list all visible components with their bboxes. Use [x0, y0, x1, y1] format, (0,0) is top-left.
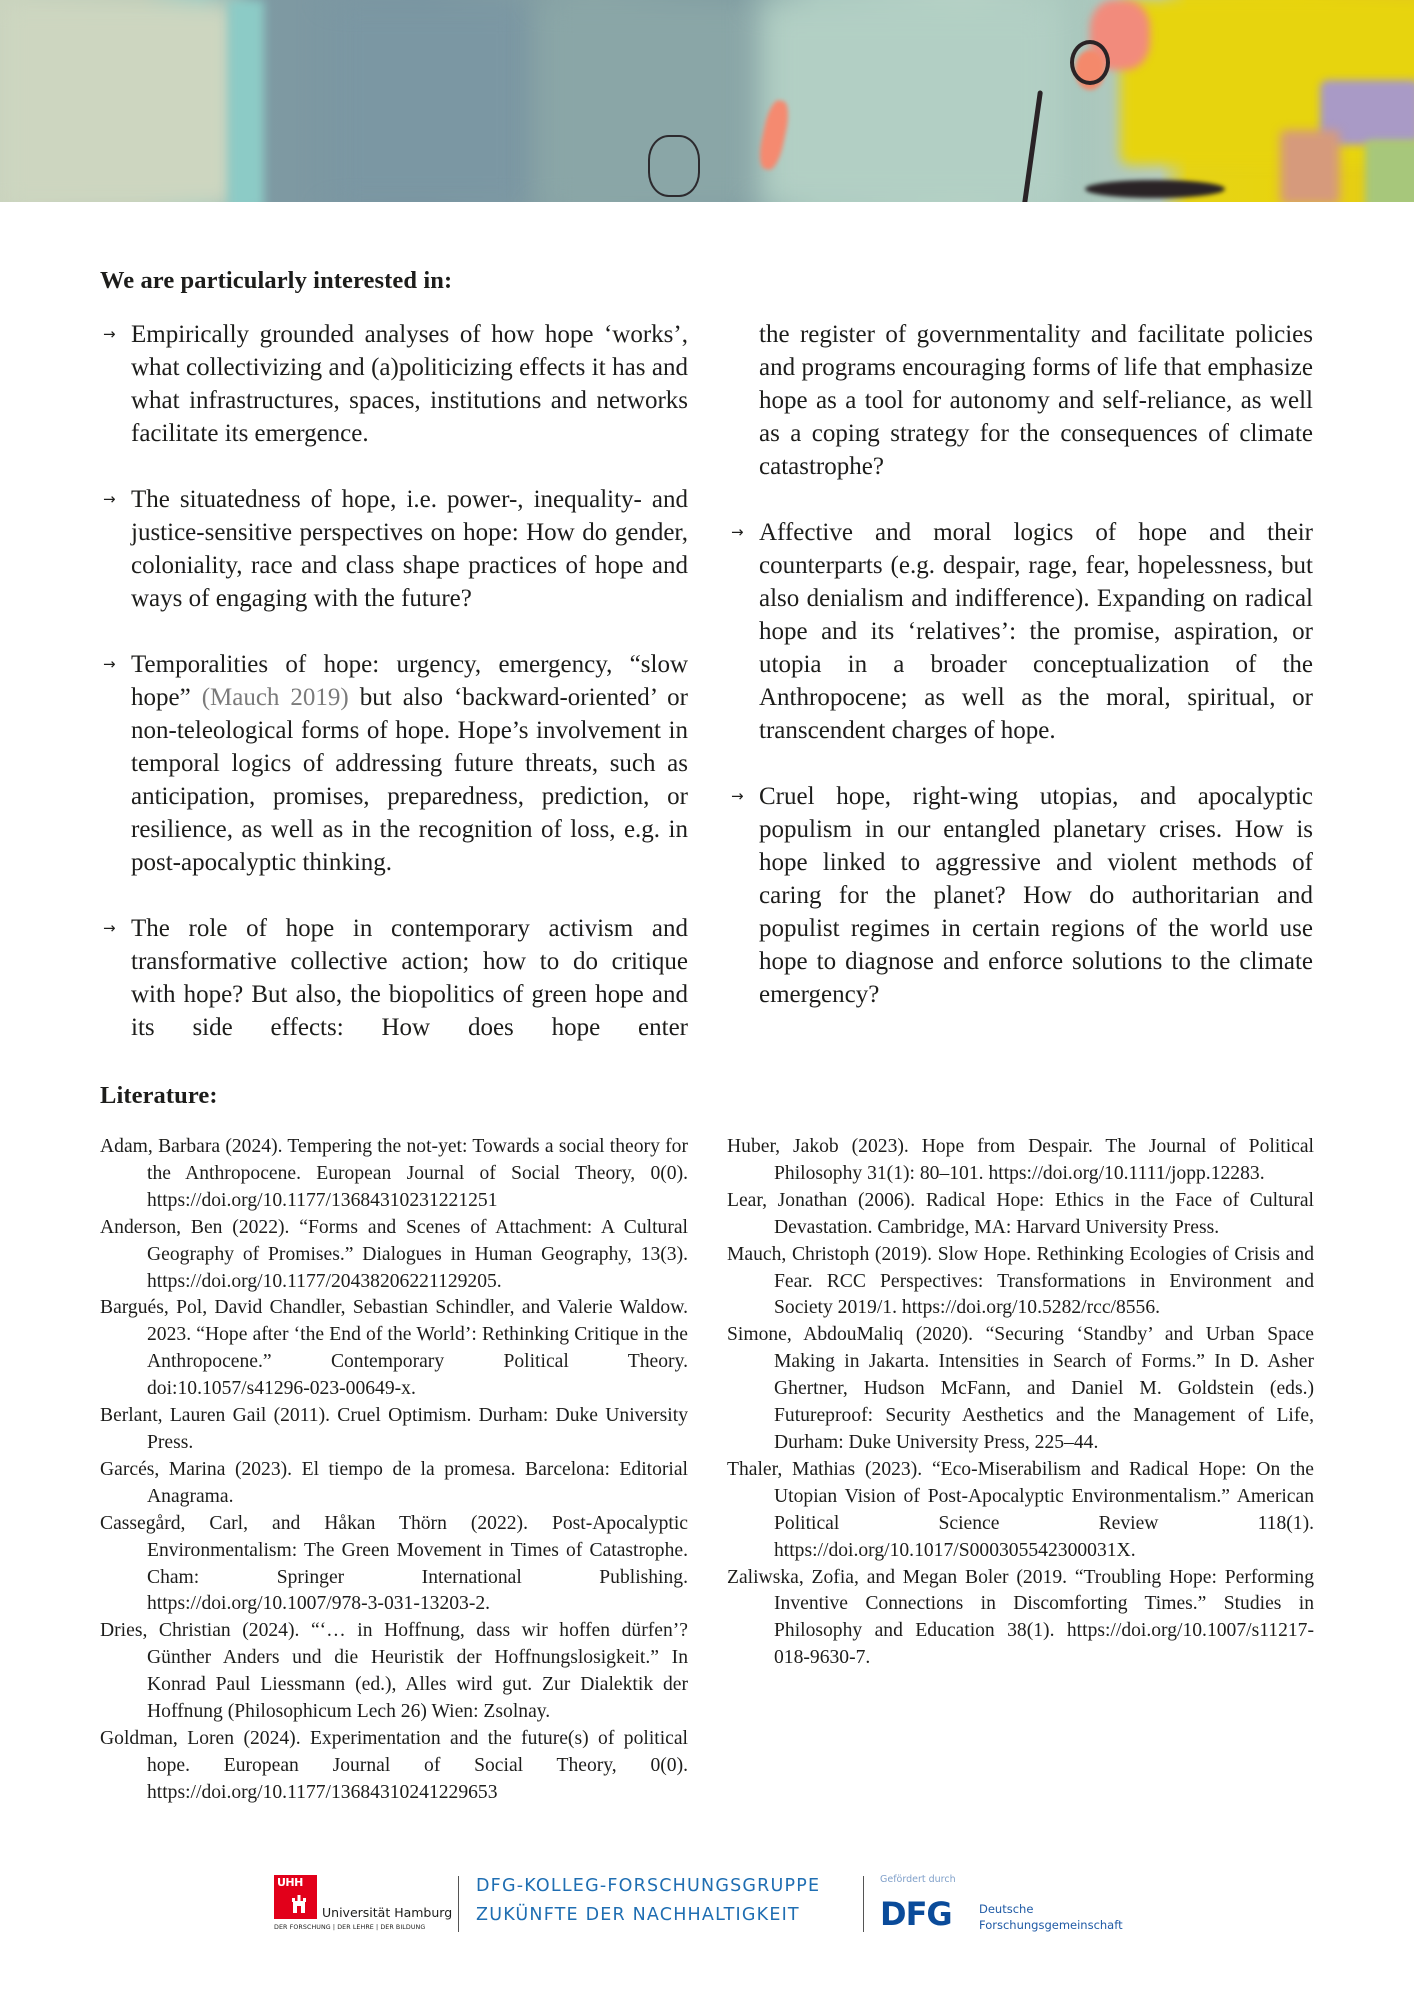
divider: [458, 1876, 459, 1932]
uhh-motto: DER FORSCHUNG | DER LEHRE | DER BILDUNG: [274, 1924, 426, 1931]
kolleg-line-2: ZUKÜNFTE DER NACHHALTIGKEIT: [476, 1905, 800, 1925]
arrow-right-icon: →: [103, 655, 116, 673]
reference-item: Anderson, Ben (2022). “Forms and Scenes of Attachment: A Cultural Geography of Promises.” Dialogues in Human Geography, 13(3). https://doi.org/10.1177/20438206221129205.: [100, 1216, 688, 1292]
reference-item: Goldman, Loren (2024). Experimentation and the future(s) of political hope. European Journal of Social Theory, 0(0). https://doi.org/10.1177/13684310241229653: [100, 1727, 688, 1803]
uhh-name: Universität Hamburg: [322, 1905, 453, 1920]
header-painting: [0, 0, 1414, 202]
interests-column-right: [729, 318, 1313, 1044]
interests-column-left: [101, 318, 688, 1077]
interests-heading: We are particularly interested in:: [100, 267, 453, 294]
citation-link[interactable]: (Mauch 2019): [201, 684, 349, 711]
reference-item: Bargués, Pol, David Chandler, Sebastian Schindler, and Valerie Waldow. 2023. “Hope after ‘the End of the World’: Rethinking Critique in the Anthropocene.” Contemporary Political Theory. doi:10.1057/s41296-023-00649-x.: [100, 1297, 688, 1400]
interest-bullet-continuation: the register of governmentality and facilitate policies and programs encouraging forms of life that emphasize hope as a tool for autonomy and self-reliance, as well as a coping strategy for the consequences of climate catastrophe?: [759, 321, 1313, 480]
arrow-right-icon: →: [103, 490, 116, 508]
reference-item: Zaliwska, Zofia, and Megan Boler (2019. “Troubling Hope: Performing Inventive Connections in Discomforting Times.” Studies in Philosophy and Education 38(1). https://doi.org/10.1007/s11217-018-9630-7.: [727, 1566, 1314, 1669]
reference-item: Dries, Christian (2024). “‘… in Hoffnung, dass wir hoffen dürfen’? Günther Anders und die Heuristik der Hoffnungslosigkeit.” In Konrad Paul Liessmann (ed.), Alles wird gut. Zur Dialektik der Hoffnung (Philosophicum Lech 26) Wien: Zsolnay.: [100, 1620, 688, 1723]
arrow-right-icon: →: [731, 787, 744, 805]
reference-item: Mauch, Christoph (2019). Slow Hope. Rethinking Ecologies of Crisis and Fear. RCC Perspectives: Transformations in Environment and Society 2019/1. https://doi.org/10.5282/rcc/8556.: [727, 1243, 1314, 1319]
reference-item: Thaler, Mathias (2023). “Eco-Miserabilism and Radical Hope: On the Utopian Vision of Post-Apocalyptic Environmentalism.” American Political Science Review 118(1). https://doi.org/10.1017/S000305542300031X.: [727, 1458, 1314, 1561]
interest-bullet: → Empirically grounded analyses of how hope ‘works’, what collectivizing and (a)politicizing effects it has and what infrastructures, spaces, institutions and networks facilitate its emergence.: [101, 318, 688, 450]
reference-item: Huber, Jakob (2023). Hope from Despair. The Journal of Political Philosophy 31(1): 80–101. https://doi.org/10.1111/jopp.12283.: [727, 1136, 1314, 1184]
castle-icon: [292, 1895, 306, 1913]
arrow-right-icon: →: [103, 919, 116, 937]
reference-item: Simone, AbdouMaliq (2020). “Securing ‘Standby’ and Urban Space Making in Jakarta. Intensities in Search of Forms.” In D. Asher Ghertner, Hudson McFann, and Daniel M. Goldstein (eds.) Futureproof: Security Aesthetics and the Management of Life, Durham: Duke University Press, 225–44.: [727, 1324, 1314, 1453]
dfg-name-line-1: Deutsche: [979, 1902, 1034, 1916]
literature-column-right: [727, 1134, 1314, 1672]
interest-bullet: → The role of hope in contemporary activism and transformative collective action; how to do critique with hope? But also, the biopolitics of green hope and its side effects: How does hope enter: [101, 912, 688, 1044]
interest-bullet: → Cruel hope, right-wing utopias, and apocalyptic populism in our entangled planetary crises. How is hope linked to aggressive and violent methods of caring for the planet? How do authoritarian and populist regimes in certain regions of the world use hope to diagnose and enforce solutions to the climate emergency?: [729, 780, 1313, 1011]
reference-item: Adam, Barbara (2024). Tempering the not-yet: Towards a social theory for the Anthropocene. European Journal of Social Theory, 0(0). https://doi.org/10.1177/13684310231221251: [100, 1136, 688, 1211]
footer-logos: [0, 1862, 1414, 1952]
interest-bullet: → Affective and moral logics of hope and their counterparts (e.g. despair, rage, fear, hopelessness, but also denialism and indifference). Expanding on radical hope and its ‘relatives’: the promise, aspiration, or utopia in a broader conceptualization of the Anthropocene; as well as the moral, spiritual, or transcendent charges of hope.: [729, 516, 1313, 747]
dfg-name-line-2: Forschungsgemeinschaft: [979, 1918, 1123, 1932]
interest-bullet: → Temporalities of hope: urgency, emergency, “slow hope” (Mauch 2019) but also ‘backward-oriented’ or non-teleological forms of hope. Hope’s involvement in temporal logics of addressing future threats, such as anticipation, promises, preparedness, prediction, or resilience, as well as in the recognition of loss, e.g. in post-apocalyptic thinking.: [101, 648, 688, 879]
kolleg-line-1: DFG-KOLLEG-FORSCHUNGSGRUPPE: [476, 1876, 821, 1896]
arrow-right-icon: →: [103, 325, 116, 343]
literature-column-left: [100, 1134, 688, 1807]
uhh-logo-letters: UHH: [277, 1876, 303, 1889]
divider: [863, 1876, 864, 1932]
reference-item: Garcés, Marina (2023). El tiempo de la promesa. Barcelona: Editorial Anagrama.: [100, 1458, 688, 1507]
reference-item: Berlant, Lauren Gail (2011). Cruel Optimism. Durham: Duke University Press.: [100, 1405, 688, 1453]
arrow-right-icon: →: [731, 523, 744, 541]
reference-item: Cassegård, Carl, and Håkan Thörn (2022). Post-Apocalyptic Environmentalism: The Green Movement in Times of Catastrophe. Cham: Springer International Publishing. https://doi.org/10.1007/978-3-031-13203-2.: [100, 1512, 688, 1615]
reference-item: Lear, Jonathan (2006). Radical Hope: Ethics in the Face of Cultural Devastation. Cambridge, MA: Harvard University Press.: [727, 1189, 1314, 1238]
dfg-logo-mark: DFG: [880, 1895, 952, 1933]
dfg-funded-by: Gefördert durch: [880, 1874, 956, 1885]
literature-heading: Literature:: [100, 1082, 218, 1109]
interest-bullet: → The situatedness of hope, i.e. power-, inequality- and justice-sensitive perspectives on hope: How do gender, coloniality, race and class shape practices of hope and ways of engaging with the future?: [101, 483, 688, 615]
